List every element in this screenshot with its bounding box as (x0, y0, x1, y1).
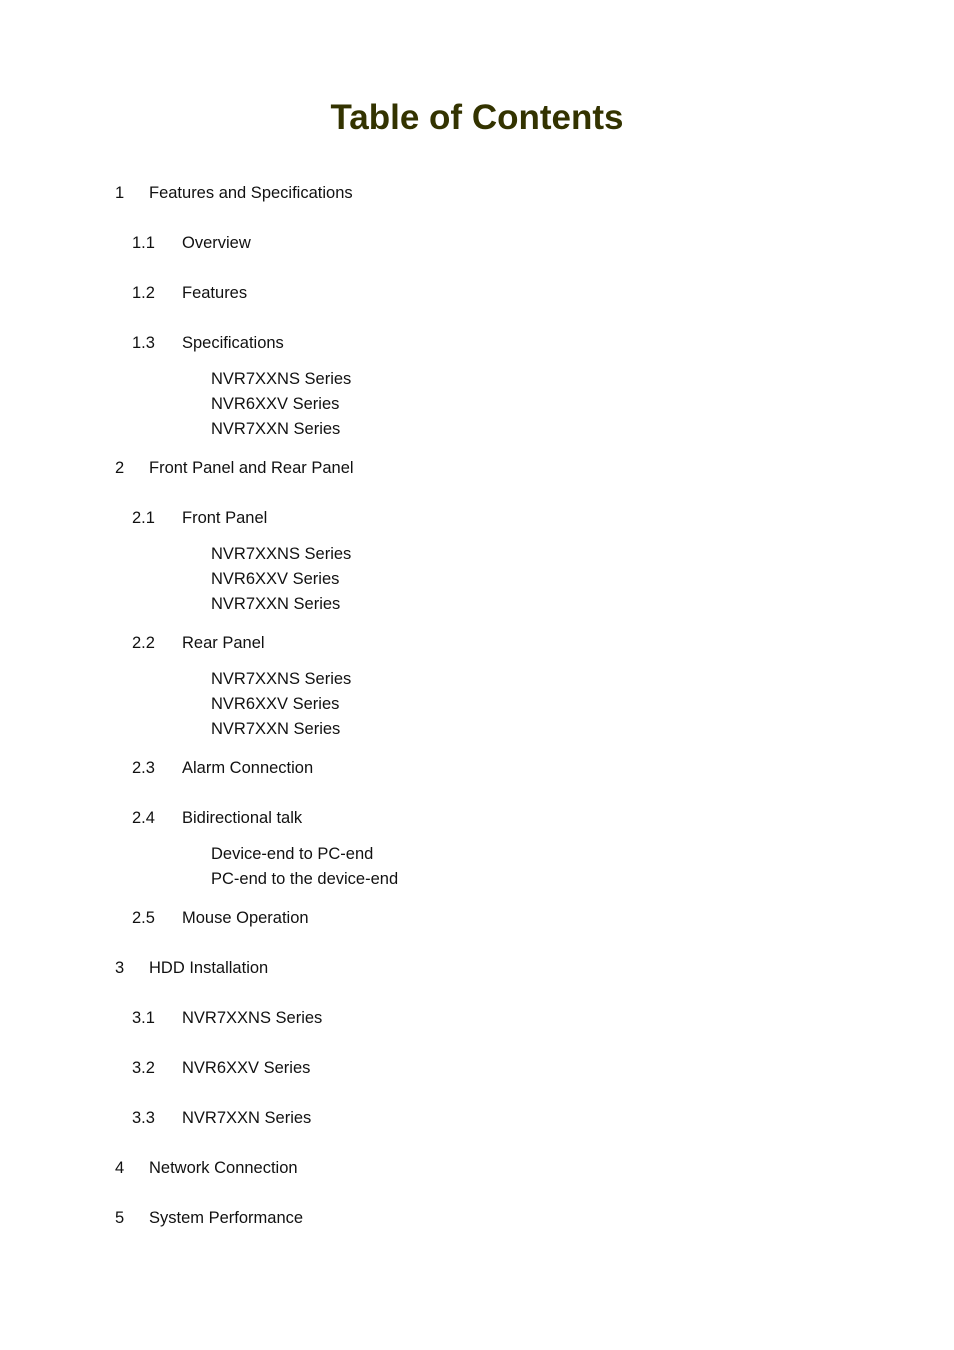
toc-number: 1.2 (132, 284, 155, 302)
toc-number: 3.3 (132, 1109, 155, 1127)
toc-title: NVR6XXV Series (211, 695, 340, 713)
toc-title: Front Panel and Rear Panel (149, 459, 354, 477)
toc-title: Alarm Connection (182, 759, 314, 777)
toc-number: 2.3 (132, 759, 155, 777)
toc-title: NVR6XXV Series (211, 570, 340, 588)
toc-title: PC-end to the device-end (211, 870, 399, 888)
toc-number: 5 (115, 1209, 125, 1227)
toc-title: NVR7XXN Series (182, 1109, 312, 1127)
toc-title: NVR7XXNS Series (211, 370, 352, 388)
toc-number: 3.2 (132, 1059, 155, 1077)
toc-number: 2.4 (132, 809, 155, 827)
toc-title: NVR6XXV Series (182, 1059, 311, 1077)
toc-number: 1.1 (132, 234, 155, 252)
toc-title: Device-end to PC-end (211, 845, 374, 863)
toc-title: Front Panel (182, 509, 268, 527)
toc-number: 2 (115, 459, 125, 477)
toc-number: 4 (115, 1159, 125, 1177)
toc-title: HDD Installation (149, 959, 269, 977)
toc-title: NVR7XXNS Series (182, 1009, 323, 1027)
toc-title: System Performance (149, 1209, 304, 1227)
toc-number: 1.3 (132, 334, 155, 352)
toc-title: NVR7XXNS Series (211, 545, 352, 563)
toc-title: NVR7XXN Series (211, 595, 341, 613)
toc-title: Mouse Operation (182, 909, 309, 927)
toc-title: Features and Specifications (149, 184, 353, 202)
toc-title: Bidirectional talk (182, 809, 303, 827)
page-title: Table of Contents (330, 98, 624, 137)
toc-number: 2.2 (132, 634, 155, 652)
toc-title: NVR7XXNS Series (211, 670, 352, 688)
toc-number: 3.1 (132, 1009, 155, 1027)
toc-title: NVR7XXN Series (211, 420, 341, 438)
toc-number: 3 (115, 959, 125, 977)
toc-title: Specifications (182, 334, 284, 352)
toc-number: 1 (115, 184, 125, 202)
toc-title: NVR7XXN Series (211, 720, 341, 738)
toc-number: 2.1 (132, 509, 155, 527)
toc-title: Features (182, 284, 248, 302)
toc-title: Overview (182, 234, 251, 252)
toc-title: NVR6XXV Series (211, 395, 340, 413)
toc-number: 2.5 (132, 909, 155, 927)
toc-title: Rear Panel (182, 634, 265, 652)
toc-title: Network Connection (149, 1159, 298, 1177)
